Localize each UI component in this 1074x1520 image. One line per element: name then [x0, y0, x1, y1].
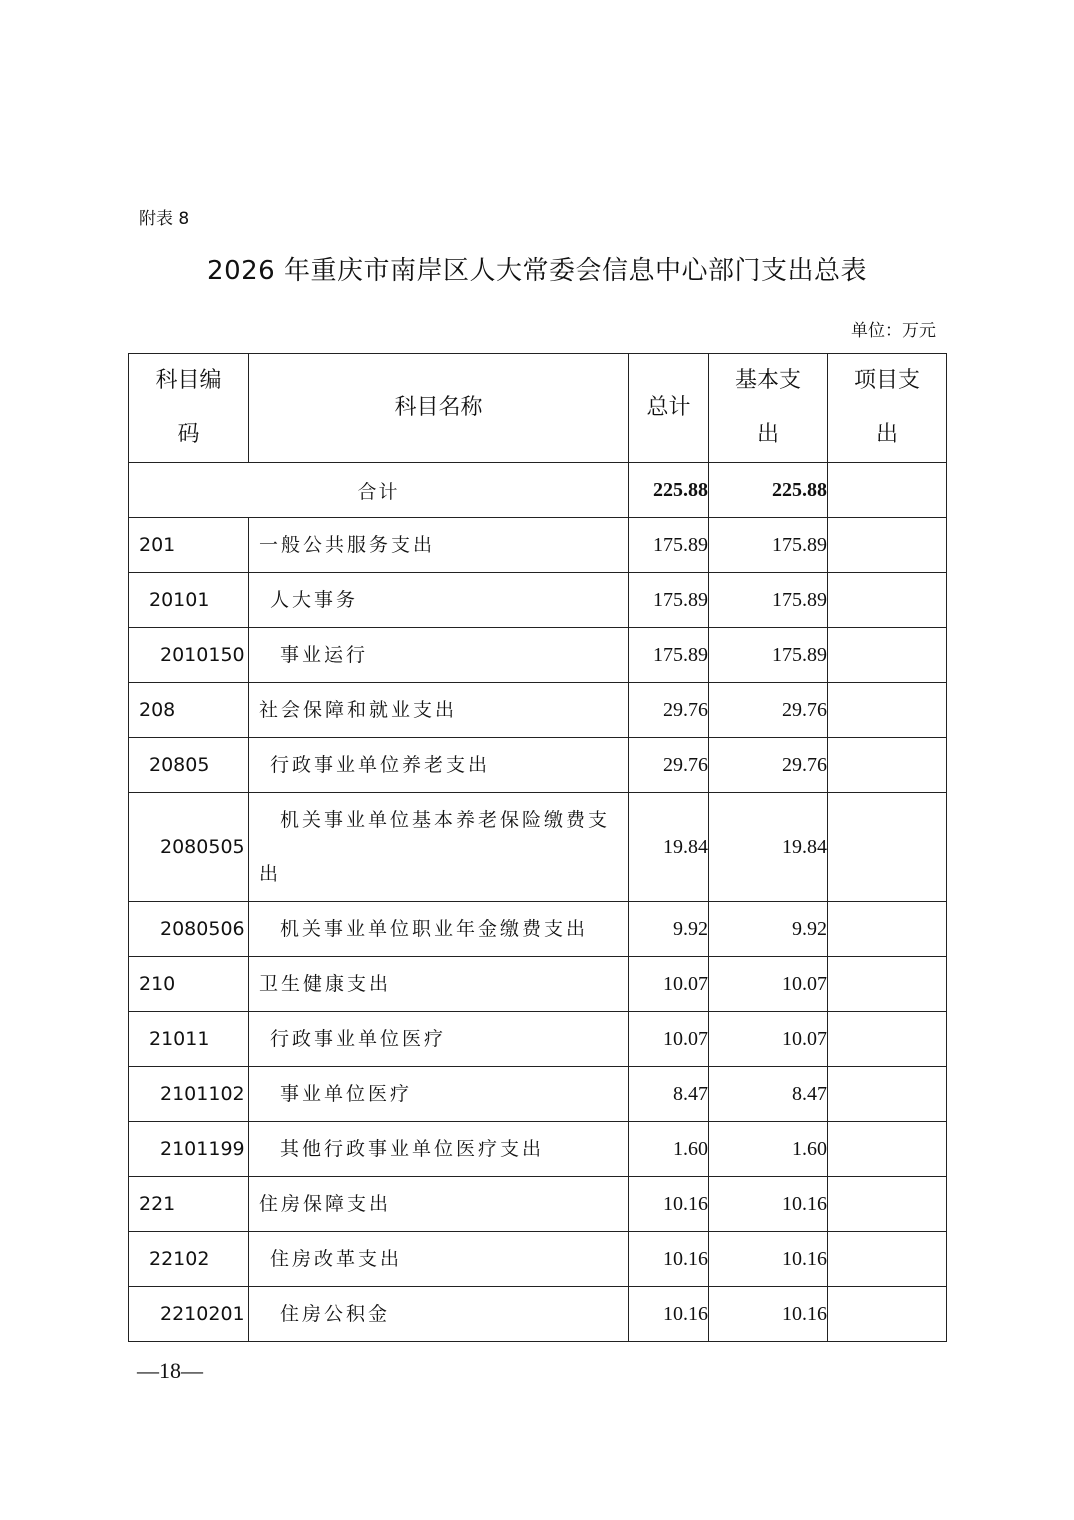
row-code: 2010150 — [129, 628, 249, 683]
table-row — [129, 1287, 947, 1342]
table-row — [129, 573, 947, 628]
table-row — [129, 793, 947, 902]
row-project — [828, 1177, 947, 1232]
total-project — [828, 463, 947, 518]
row-code: 2080505 — [129, 793, 249, 902]
row-project — [828, 1232, 947, 1287]
row-project — [828, 683, 947, 738]
page-title: 2026 年重庆市南岸区人大常委会信息中心部门支出总表 — [207, 256, 867, 286]
row-name: 事业单位医疗 — [249, 1067, 629, 1122]
row-project — [828, 1067, 947, 1122]
row-basic: 29.76 — [709, 738, 828, 793]
row-total: 175.89 — [629, 573, 709, 628]
row-basic: 175.89 — [709, 628, 828, 683]
row-project — [828, 573, 947, 628]
total-label: 合计 — [129, 463, 629, 518]
row-total: 10.07 — [629, 1012, 709, 1067]
page-number: —18— — [137, 1358, 203, 1383]
row-total: 175.89 — [629, 628, 709, 683]
total-total: 225.88 — [629, 463, 709, 518]
table-row — [129, 1067, 947, 1122]
row-name: 住房保障支出 — [249, 1177, 629, 1232]
row-total: 29.76 — [629, 738, 709, 793]
row-basic: 19.84 — [709, 793, 828, 902]
header-project: 项目支 出 — [828, 354, 947, 463]
header-name: 科目名称 — [249, 354, 629, 463]
row-project — [828, 628, 947, 683]
row-name: 其他行政事业单位医疗支出 — [249, 1122, 629, 1177]
row-code: 210 — [129, 957, 249, 1012]
row-total: 19.84 — [629, 793, 709, 902]
row-basic: 10.07 — [709, 1012, 828, 1067]
row-code: 2101199 — [129, 1122, 249, 1177]
row-name: 机关事业单位基本养老保险缴费支出 — [249, 793, 629, 902]
row-total: 1.60 — [629, 1122, 709, 1177]
table-row — [129, 1122, 947, 1177]
row-basic: 29.76 — [709, 683, 828, 738]
row-name: 事业运行 — [249, 628, 629, 683]
total-basic: 225.88 — [709, 463, 828, 518]
header-code: 科目编 码 — [129, 354, 249, 463]
row-basic: 175.89 — [709, 573, 828, 628]
table-row — [129, 957, 947, 1012]
header-basic: 基本支 出 — [709, 354, 828, 463]
row-basic: 9.92 — [709, 902, 828, 957]
row-project — [828, 1287, 947, 1342]
row-name: 行政事业单位养老支出 — [249, 738, 629, 793]
row-project — [828, 1012, 947, 1067]
row-total: 10.16 — [629, 1232, 709, 1287]
table-row — [129, 518, 947, 573]
row-name: 人大事务 — [249, 573, 629, 628]
row-total: 9.92 — [629, 902, 709, 957]
table-row — [129, 1232, 947, 1287]
attachment-label: 附表 8 — [139, 209, 190, 229]
expenditure-table — [128, 353, 947, 1342]
row-name: 一般公共服务支出 — [249, 518, 629, 573]
row-name: 行政事业单位医疗 — [249, 1012, 629, 1067]
total-row — [129, 463, 947, 518]
row-basic: 175.89 — [709, 518, 828, 573]
row-basic: 10.16 — [709, 1287, 828, 1342]
table-row — [129, 628, 947, 683]
row-basic: 10.16 — [709, 1177, 828, 1232]
row-total: 29.76 — [629, 683, 709, 738]
row-code: 20101 — [129, 573, 249, 628]
row-project — [828, 957, 947, 1012]
row-project — [828, 902, 947, 957]
row-code: 22102 — [129, 1232, 249, 1287]
row-basic: 10.07 — [709, 957, 828, 1012]
row-project — [828, 1122, 947, 1177]
row-total: 10.16 — [629, 1287, 709, 1342]
header-total: 总计 — [629, 354, 709, 463]
row-code: 2210201 — [129, 1287, 249, 1342]
row-code: 21011 — [129, 1012, 249, 1067]
row-project — [828, 518, 947, 573]
row-code: 208 — [129, 683, 249, 738]
row-code: 2101102 — [129, 1067, 249, 1122]
row-total: 10.07 — [629, 957, 709, 1012]
table-row — [129, 1177, 947, 1232]
row-name: 卫生健康支出 — [249, 957, 629, 1012]
row-basic: 1.60 — [709, 1122, 828, 1177]
row-basic: 8.47 — [709, 1067, 828, 1122]
row-code: 2080506 — [129, 902, 249, 957]
row-project — [828, 793, 947, 902]
row-total: 8.47 — [629, 1067, 709, 1122]
table-row — [129, 902, 947, 957]
table-row — [129, 738, 947, 793]
row-name: 机关事业单位职业年金缴费支出 — [249, 902, 629, 957]
row-basic: 10.16 — [709, 1232, 828, 1287]
row-name: 住房改革支出 — [249, 1232, 629, 1287]
row-code: 221 — [129, 1177, 249, 1232]
row-code: 201 — [129, 518, 249, 573]
unit-label: 单位：万元 — [851, 321, 936, 341]
row-name: 住房公积金 — [249, 1287, 629, 1342]
row-name: 社会保障和就业支出 — [249, 683, 629, 738]
row-project — [828, 738, 947, 793]
table-row — [129, 1012, 947, 1067]
row-total: 175.89 — [629, 518, 709, 573]
table-header-row — [129, 354, 947, 463]
table-row — [129, 683, 947, 738]
row-total: 10.16 — [629, 1177, 709, 1232]
row-code: 20805 — [129, 738, 249, 793]
